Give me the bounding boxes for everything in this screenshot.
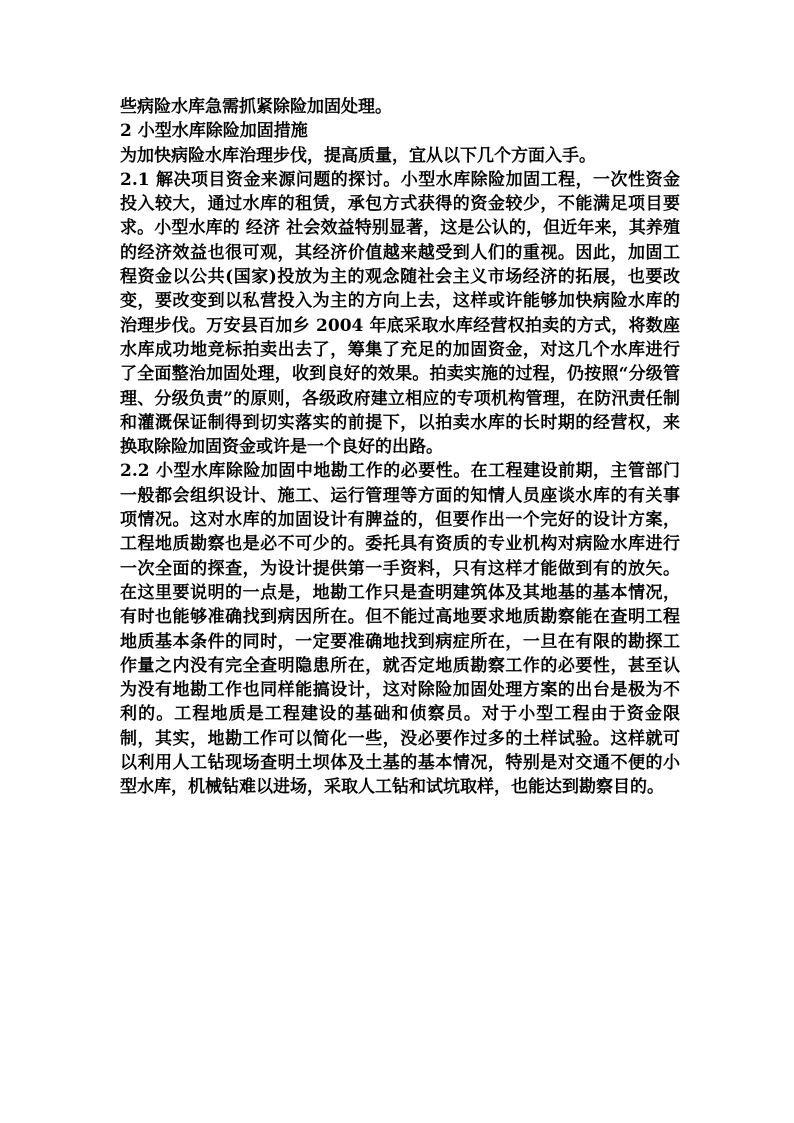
- paragraph-2-1: 2.1 解决项目资金来源问题的探讨。小型水库除险加固工程，一次性资金投入较大，通过水库的租赁，承包方式获得的资金较少，不能满足项目要求。小型水库的 经济 社会效益特别显著，这是公认的，但近年来，其养殖的经济效益也很可观，其经济价值越来越受到人们的重视。因此，加固工程资金以公共(国家)投放为主的观念随社会主义市场经济的拓展，也要改变，要改变到以私营投入为主的方向上去，这样或许能够加快病险水库的治理步伐。万安县百加乡 2004 年底采取水库经营权拍卖的方式，将数座水库成功地竞标拍卖出去了，筹集了充足的加固资金，对这几个水库进行了全面整治加固处理，收到良好的效果。拍卖实施的过程，仍按照“分级管理、分级负责”的原则，各级政府建立相应的专项机构管理，在防汛责任制和灌溉保证制得到切实落实的前提下，以拍卖水库的长时期的经营权，来换取除险加固资金或许是一个良好的出路。: [120, 169, 680, 458]
- section-heading: 2 小型水库除险加固措施: [120, 121, 308, 142]
- body-text: [120, 95, 680, 800]
- paragraph-intro: 为加快病险水库治理步伐，提高质量，宜从以下几个方面入手。: [120, 145, 596, 166]
- paragraph-continuation: 些病险水库急需抓紧除险加固处理。: [120, 97, 392, 117]
- paragraph-2-2: 2.2 小型水库除险加固中地勘工作的必要性。在工程建设前期，主管部门一般都会组织设计、施工、运行管理等方面的知情人员座谈水库的有关事项情况。这对水库的加固设计有脾益的，但要作出一个完好的设计方案，工程地质勘察也是必不可少的。委托具有资质的专业机构对病险水库进行一次全面的探查，为设计提供第一手资料，只有这样才能做到有的放矢。在这里要说明的一点是，地勘工作只是查明建筑体及其地基的基本情况，有时也能够准确找到病因所在。但不能过高地要求地质勘察能在查明工程地质基本条件的同时，一定要准确地找到病症所在，一旦在有限的勘探工作量之内没有完全查明隐患所在，就否定地质勘察工作的必要性，甚至认为没有地勘工作也同样能搞设计，这对除险加固处理方案的出台是极为不利的。工程地质是工程建设的基础和侦察员。对于小型工程由于资金限制，其实，地勘工作可以简化一些，没必要作过多的土样试验。这样就可以利用人工钻现场查明土坝体及土基的基本情况，特别是对交通不便的小型水库，机械钻难以进场，采取人工钻和试坑取样，也能达到勘察目的。: [120, 461, 680, 798]
